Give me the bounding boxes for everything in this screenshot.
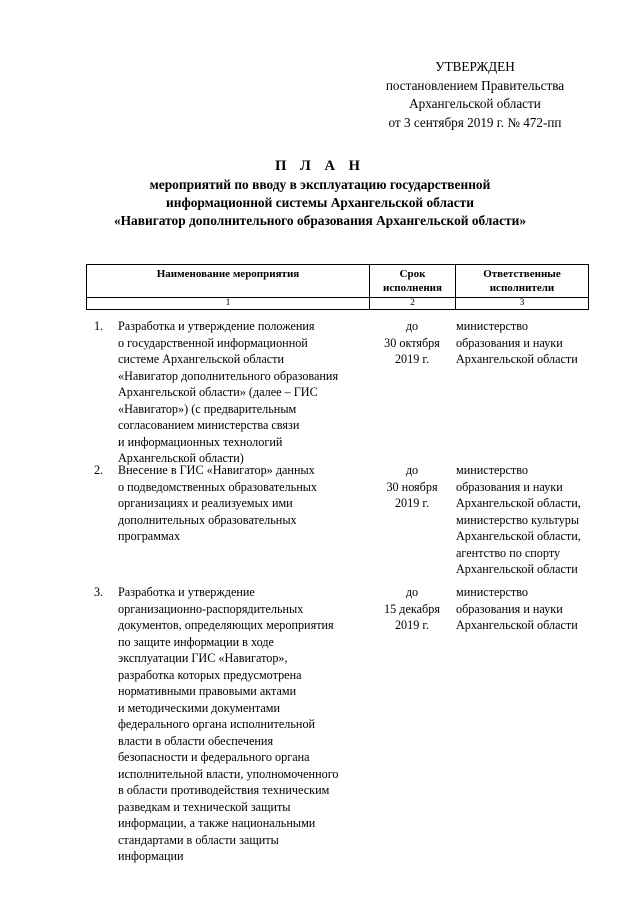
deadline-line: до xyxy=(405,463,419,477)
activity-name-line: программах xyxy=(118,529,181,543)
activity-name-line: информации, а также национальными xyxy=(118,816,316,830)
activity-name-line: о подведомственных образовательных xyxy=(118,479,318,494)
activity-name-line: разведкам и технической защиты xyxy=(118,799,291,814)
plan-subtitle xyxy=(0,176,640,231)
activity-name-line: Разработка и утверждение положения xyxy=(118,319,315,333)
approval-line: УТВЕРЖДЕН xyxy=(435,59,515,74)
header-text: Ответственные xyxy=(483,268,561,280)
activity-name-line: и методическими документами xyxy=(118,700,281,715)
deadline-line: до xyxy=(405,319,419,333)
responsible-executors-line: министерство культуры xyxy=(456,512,580,527)
activity-name-line: нормативными правовыми актами xyxy=(118,684,297,698)
activity-name xyxy=(118,318,361,467)
responsible-executors-line: министерство xyxy=(456,319,529,333)
activity-name-line: в области противодействия техническим xyxy=(118,783,330,797)
activity-name-line: согласованием министерства связи xyxy=(118,418,300,432)
approval-line: от 3 сентября 2019 г. № 472-пп xyxy=(388,114,562,130)
column-number: 1 xyxy=(87,297,370,309)
activity-name-line: безопасности и федерального органа xyxy=(118,750,310,764)
header-text: Срок xyxy=(399,268,426,280)
activity-name-line: документов, определяющих мероприятия xyxy=(118,618,334,632)
activity-name-line: организационно-распорядительных xyxy=(118,601,304,616)
header-cell-name xyxy=(87,265,370,297)
activity-name-line: «Навигатор дополнительного образования xyxy=(118,368,339,383)
responsible-executors xyxy=(456,318,591,368)
deadline-line: 2019 г. xyxy=(394,496,430,510)
activity-name-line: Внесение в ГИС «Навигатор» данных xyxy=(118,463,315,477)
responsible-executors-line: образования и науки xyxy=(456,335,563,350)
deadline-line: до xyxy=(405,585,419,599)
deadline-line: 30 ноября xyxy=(386,479,438,494)
deadline xyxy=(369,584,455,634)
subtitle-line: информационной системы Архангельской области xyxy=(166,195,474,211)
activity-name-line: дополнительных образовательных xyxy=(118,512,297,527)
plan-heading: П Л А Н xyxy=(275,158,365,174)
activity-name-line: информации xyxy=(118,849,184,863)
subtitle-line: мероприятий по вводу в эксплуатацию государственной xyxy=(149,177,491,192)
deadline-line: 30 октября xyxy=(384,335,440,350)
activity-name xyxy=(118,462,361,545)
activity-name-line: Разработка и утверждение xyxy=(118,585,255,599)
activity-name-line: по защите информации в ходе xyxy=(118,634,274,649)
deadline-line: 2019 г. xyxy=(394,352,430,366)
deadline-line: 2019 г. xyxy=(394,618,430,632)
responsible-executors-line: Архангельской области xyxy=(456,562,578,576)
activity-name-line: Архангельской области» (далее – ГИС xyxy=(118,385,318,399)
column-number: 3 xyxy=(456,297,588,309)
header-cell-term xyxy=(370,265,456,297)
activity-name-line: системе Архангельской области xyxy=(118,352,285,366)
responsible-executors-line: Архангельской области, xyxy=(456,496,581,510)
responsible-executors-line: образования и науки xyxy=(456,601,563,616)
activity-name-line: Архангельской области) xyxy=(118,451,244,465)
row-number: 3. xyxy=(94,585,104,599)
activity-name xyxy=(118,584,361,865)
activity-name-line: «Навигатор») (с предварительным xyxy=(118,401,297,416)
activity-name-line: и информационных технологий xyxy=(118,434,283,449)
responsible-executors-line: министерство xyxy=(456,585,529,599)
responsible-executors-line: министерство xyxy=(456,463,529,477)
deadline xyxy=(369,462,455,512)
row-number: 2. xyxy=(94,463,104,477)
deadline xyxy=(369,318,455,368)
activity-name-line: эксплуатации ГИС «Навигатор», xyxy=(118,651,288,665)
responsible-executors-line: Архангельской области, xyxy=(456,529,581,543)
header-cell-responsible xyxy=(456,265,588,297)
activity-name-line: разработка которых предусмотрена xyxy=(118,667,302,682)
approval-line: Архангельской области xyxy=(409,96,541,111)
responsible-executors-line: Архангельской области xyxy=(456,618,578,632)
responsible-executors-line: Архангельской области xyxy=(456,352,578,366)
responsible-executors-line: образования и науки xyxy=(456,479,563,494)
activity-name-line: стандартами в области защиты xyxy=(118,832,279,847)
table-header xyxy=(86,264,589,310)
deadline-line: 15 декабря xyxy=(384,601,440,616)
activity-name-line: о государственной информационной xyxy=(118,335,308,350)
approval-stamp xyxy=(360,58,590,132)
responsible-executors-line: агентство по спорту xyxy=(456,545,561,560)
activity-name-line: власти в области обеспечения xyxy=(118,733,274,748)
document-title xyxy=(0,157,640,231)
header-text: исполнения xyxy=(383,281,442,294)
approval-line: постановлением Правительства xyxy=(385,77,565,93)
subtitle-line: «Навигатор дополнительного образования Архангельской области» xyxy=(113,213,527,229)
activity-name-line: организациях и реализуемых ими xyxy=(118,496,293,510)
row-number: 1. xyxy=(94,319,104,333)
header-text: Наименование мероприятия xyxy=(156,268,300,280)
activity-name-line: федерального органа исполнительной xyxy=(118,717,316,731)
responsible-executors xyxy=(456,584,591,634)
column-number: 2 xyxy=(370,297,456,309)
responsible-executors xyxy=(456,462,591,578)
activity-name-line: исполнительной власти, уполномоченного xyxy=(118,766,339,781)
header-text: исполнители xyxy=(489,281,555,294)
